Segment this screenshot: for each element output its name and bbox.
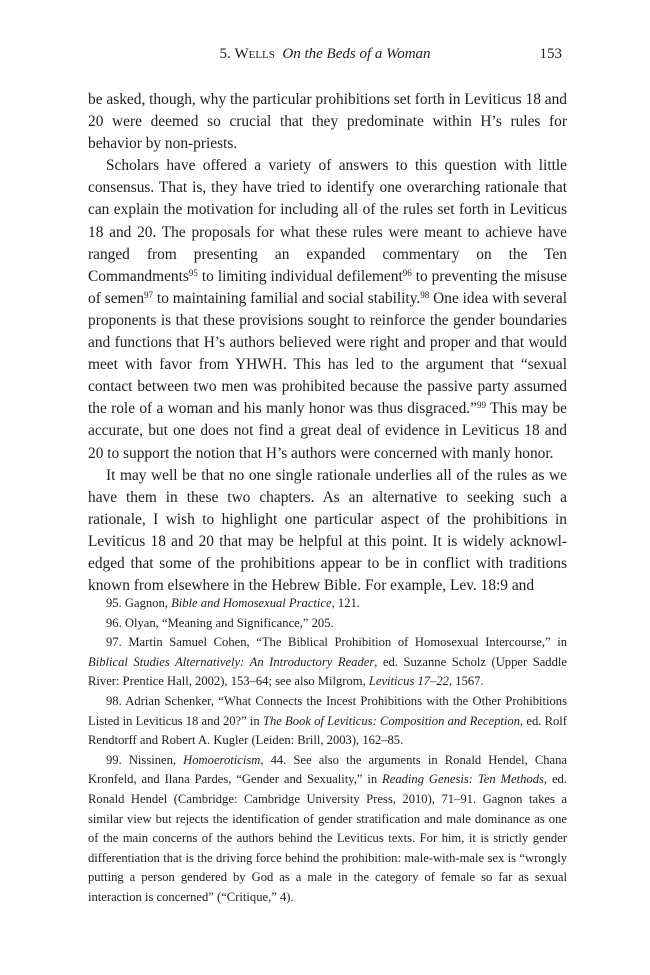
text-run: , ed. Ronald Hendel (Cambridge: Cambridge University Press, 2010), 71–91. Gagnon takes a similar view but rejects the identification of gender stratification and male dominance as one of the main concerns of the authors behind the Leviticus texts. For him, it is strictly gender differentiation that is the driving force behind the prohibition: male-with-male sex is “wrongly putting a person gendered by God as a male in the category of female so far as sexual interaction is concerned” (“Critique,” 4). xyxy=(88,772,567,904)
cited-title: Reading Genesis: Ten Methods xyxy=(382,772,544,787)
text-run: 98. Adrian Schenker, “What Connects the Incest Prohibitions with the Other Prohibitions Listed in Leviticus 18 and 20?” in xyxy=(88,693,567,728)
body-paragraph xyxy=(88,155,567,464)
text-run: , ed. Rolf Rendtorff and Robert A. Kugler (Leiden: Brill, 2003), 162–85. xyxy=(88,713,568,748)
text-run: Scholars have offered a variety of answers to this question with little consensus. That is, they have tried to identify one overarching rationale that can explain the motivation for including all of the rules set forth in Leviticus 18 and 20. The proposals for what these rules were meant to achieve have ranged from presenting an expanded commentary on the Ten Commandments xyxy=(88,157,567,285)
footnote-95 xyxy=(88,594,567,614)
footnote-ref-98[interactable]: 98 xyxy=(420,289,430,300)
text-run: , 1567. xyxy=(448,674,484,689)
footnote-ref-99[interactable]: 99 xyxy=(476,400,486,411)
chapter-author: Wells xyxy=(234,46,275,62)
body-paragraph: be asked, though, why the particular prohibitions set forth in Leviticus 18 and 20 were deemed so crucial that they predominate within H’s rules for behavior by non-priests. xyxy=(88,91,567,153)
text-run: 96. Olyan, “Meaning and Significance,” 205. xyxy=(106,615,334,630)
footnote-99 xyxy=(88,751,567,908)
cited-title: Bible and Homosexual Practice xyxy=(171,596,332,610)
text-run: 99. Nissinen, xyxy=(106,752,184,767)
body-paragraph: It may well be that no one single rationale underlies all of the rules as we have them in these two chapters. As an alternative to seeking such a rationale, I wish to highlight one particular aspect of the prohibitions in Leviticus 18 and 20 that may be helpful at this point. It is widely acknowledged that some of the prohibitions appear to be in conflict with traditions known from elsewhere in the Hebrew Bible. For example, Lev. 18:9 and xyxy=(88,466,567,595)
footnote-98 xyxy=(88,692,567,751)
main-text xyxy=(88,89,567,597)
text-run: , ed. Suzanne Scholz (Upper Saddle River: Prentice Hall, 2002), 153–64; see also Milgrom, xyxy=(88,654,567,689)
text-run: This may be accurate, but one does not find a great deal of evidence in Leviticus 18 and 20 to support the notion that H’s authors were concerned with manly honor. xyxy=(88,400,568,462)
cited-title: Biblical Studies Alternatively: An Introductory Reader xyxy=(88,654,375,669)
running-title xyxy=(88,46,562,63)
text-run: to limiting individual defilement xyxy=(197,267,403,285)
cited-title: The Book of Leviticus: Composition and Reception xyxy=(262,713,521,728)
chapter-title: On the Beds of a Woman xyxy=(282,46,431,62)
footnote-96 xyxy=(88,614,567,634)
cited-title: Leviticus 17–22 xyxy=(368,674,449,689)
footnote-ref-97[interactable]: 97 xyxy=(144,289,154,300)
chapter-number: 5. xyxy=(219,46,235,62)
text-run: to preventing the misuse of semen xyxy=(88,267,568,307)
footnote-ref-96[interactable]: 96 xyxy=(402,267,412,278)
running-header xyxy=(88,46,562,66)
footnote-97 xyxy=(88,633,567,692)
text-run: 95. Gagnon, xyxy=(106,596,172,610)
text-run: One idea with several proponents is that these provisions sought to reinforce the gender boundaries and functions that H’s authors believed were right and proper and that would meet with favor from YHWH. This has led to the argument that “sexual contact between two men was prohibited because the passive party assumed the role of a woman and his manly honor was thus disgraced.” xyxy=(88,289,567,418)
text-run: , 44. See also the arguments in Ronald Hendel, Chana Kronfeld, and Ilana Pardes, “Gender and Sexuality,” in xyxy=(88,752,567,787)
cited-title: Homoeroticism xyxy=(183,752,261,767)
text-run: 97. Martin Samuel Cohen, “The Biblical Prohibition of Homosexual Intercourse,” in xyxy=(106,635,567,650)
text-run: to maintaining familial and social stability. xyxy=(153,289,421,307)
page-number: 153 xyxy=(539,46,562,62)
footnote-ref-95[interactable]: 95 xyxy=(188,267,198,278)
footnotes xyxy=(88,594,567,908)
text-run: , 121. xyxy=(331,596,360,610)
